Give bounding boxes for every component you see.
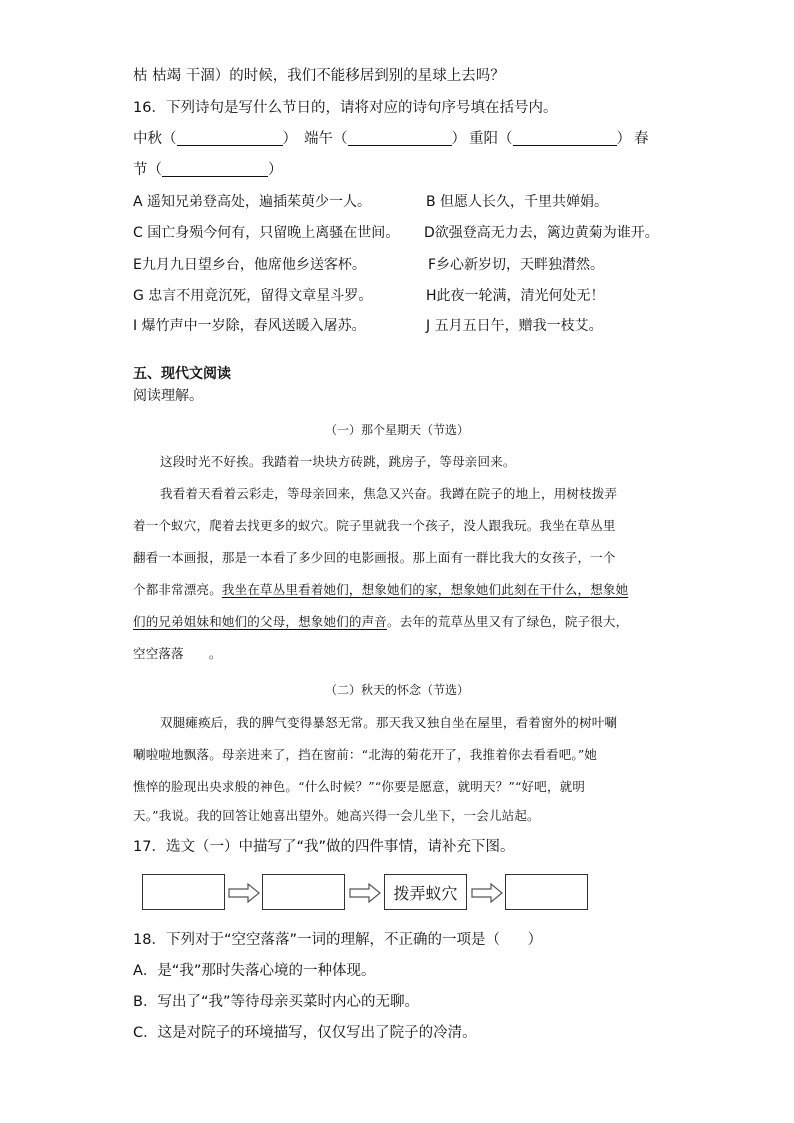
arrow-right-icon [349,883,381,903]
q16-option-h: H此夜一轮满，清光何处无！ [426,288,605,304]
passage1-paragraph1: 这段时光不好挨。我踏着一块块方砖跳，跳房子，等母亲回来。 [160,454,516,469]
section-subheading: 阅读理解。 [133,388,203,404]
passage2-title: （二）秋天的怀念（节选） [324,683,469,697]
answer-blank[interactable] [162,160,268,177]
q18-prompt: 18．下列对于“空空落落”一词的理解，不正确的一项是（ ） [133,932,543,948]
answer-blank[interactable] [513,129,617,146]
passage2-line4: 天。”我说。我的回答让她喜出望外。她高兴得一会儿坐下，一会儿站起。 [133,808,540,823]
q15-tail-text: 枯 枯竭 干涸）的时候，我们不能移居到别的星球上去吗？ [133,68,505,84]
q16-blank-mid-autumn: 中秋（ ） [133,131,297,147]
section-heading: 五、现代文阅读 [133,366,231,382]
passage1-line4: 个都非常漂亮。我坐在草丛里看着她们，想象她们的家，想象她们此刻在干什么，想象她 [133,582,629,597]
q18-option-a[interactable]: A．是“我”那时失落心境的一种体现。 [133,963,376,979]
q16-option-e: E九月九日望乡台，他席他乡送客杯。 [133,257,366,273]
passage2-line3: 憔悴的脸现出央求般的神色。“什么时候？”“你要是愿意，就明天？”“好吧，就明 [133,779,586,794]
arrow-right-icon [471,883,503,903]
answer-blank[interactable] [177,129,283,146]
q16-option-j: J 五月五日午，赠我一枝艾。 [426,318,603,334]
q16-blank-dragon-boat: 端午（ ） [304,131,466,147]
passage1-line3: 翻看一本画报，那是一本看了多少回的电影画报。那上面有一群比我大的女孩子，一个 [133,550,616,565]
passage1-line1: 我看着天看着云彩走，等母亲回来，焦急又兴奋。我蹲在院子的地上，用树枝拨弄 [160,486,618,501]
q16-spring-label-part1: 春 [634,131,649,147]
q16-option-c: C 国亡身殒今何有，只留晚上离骚在世间。 [133,225,400,241]
q16-prompt: 16．下列诗句是写什么节日的，请将对应的诗句序号填在括号内。 [133,100,558,116]
passage2-line1: 双腿瘫痪后，我的脾气变得暴怒无常。那天我又独自坐在屋里，看着窗外的树叶唰 [160,715,618,730]
q16-option-a: A 遥知兄弟登高处，遍插茱萸少一人。 [133,194,372,210]
q16-option-b: B 但愿人长久，千里共婵娟。 [426,194,609,210]
q17-answer-box-2[interactable] [262,874,345,910]
q16-option-i: I 爆竹声中一岁除，春风送暖入屠苏。 [133,318,366,334]
q16-blank-double-ninth: 重阳（ ） [469,131,631,147]
underlined-sentence-part2: 们的兄弟姐妹和她们的父母，想象她们的声音 [133,614,388,629]
q18-option-c[interactable]: C．这是对院子的环境描写，仅仅写出了院子的冷清。 [133,1025,477,1041]
q17-prompt: 17．选文（一）中描写了“我”做的四件事情，请补充下图。 [133,839,515,855]
arrow-right-icon [228,883,260,903]
q17-given-box-3: 拨弄蚁穴 [384,874,467,910]
q16-blank-spring-festival: 节（ ） [133,162,283,178]
q16-option-d: D欲强登高无力去，篱边黄菊为谁开。 [424,225,659,241]
passage1-line2: 着一个蚁穴，爬着去找更多的蚁穴。院子里就我一个孩子，没人跟我玩。我坐在草丛里 [133,518,616,533]
passage1-last-line: 空空落落 。 [133,646,222,661]
passage1-line5: 们的兄弟姐妹和她们的父母，想象她们的声音。去年的荒草丛里又有了绿色，院子很大， [133,614,629,629]
q17-answer-box-4[interactable] [505,874,588,910]
passage2-line2: 唰啦啦地飘落。母亲进来了，挡在窗前：“北海的菊花开了，我推着你去看看吧。”她 [133,747,598,762]
passage1-title: （一）那个星期天（节选） [324,423,469,437]
underlined-sentence-part1: 我坐在草丛里看着她们，想象她们的家，想象她们此刻在干什么，想象她 [221,582,629,597]
q16-option-f: F乡心新岁切，天畔独潸然。 [428,257,605,273]
q16-option-g: G 忠言不用竟沉死，留得文章星斗罗。 [133,288,373,304]
q17-answer-box-1[interactable] [142,874,225,910]
q18-option-b[interactable]: B．写出了“我”等待母亲买菜时内心的无聊。 [133,994,419,1010]
answer-blank[interactable] [348,129,452,146]
